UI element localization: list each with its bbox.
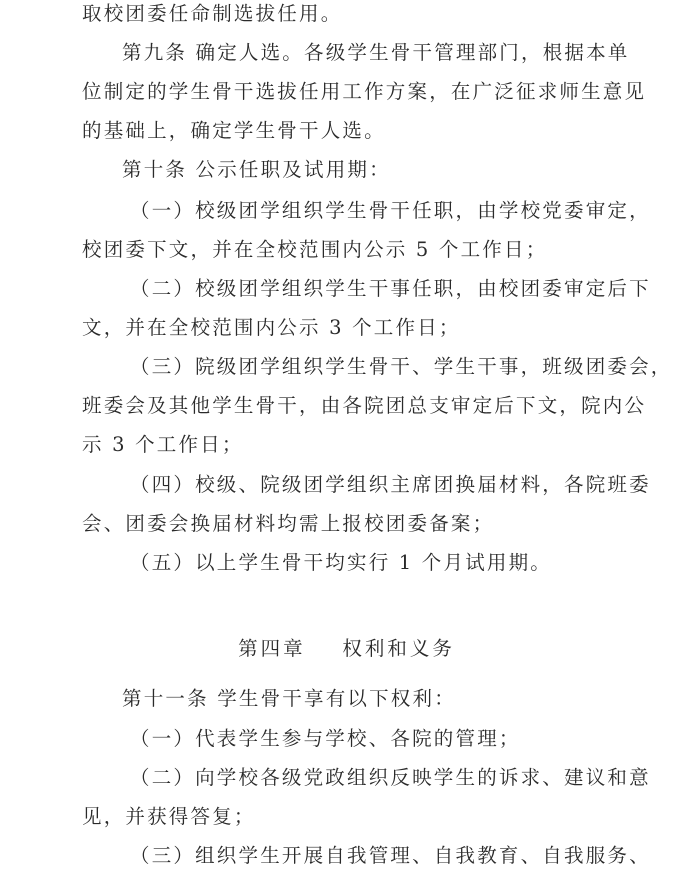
paragraph-line: 取校团委任命制选拔任用。 xyxy=(82,2,343,25)
rights-item-2: （二）向学校各级党政组织反映学生的诉求、建议和意 xyxy=(130,766,651,789)
paragraph-line: 校团委下文，并在全校范围内公示 5 个工作日； xyxy=(82,238,548,261)
list-item-1: （一）校级团学组织学生骨干任职，由学校党委审定， xyxy=(130,199,651,222)
list-item-4: （四）校级、院级团学组织主席团换届材料，各院班委 xyxy=(130,473,651,496)
article-9-heading: 第九条 确定人选。各级学生骨干管理部门，根据本单 xyxy=(122,41,630,64)
rights-item-1: （一）代表学生参与学校、各院的管理； xyxy=(130,727,521,750)
paragraph-line: 会、团委会换届材料均需上报校团委备案； xyxy=(82,512,495,535)
list-item-3: （三）院级团学组织学生骨干、学生干事，班级团委会， xyxy=(130,355,673,378)
paragraph-line: 示 3 个工作日； xyxy=(82,433,244,456)
article-11-heading: 第十一条 学生骨干享有以下权利： xyxy=(122,687,456,710)
list-item-5: （五）以上学生骨干均实行 1 个月试用期。 xyxy=(130,551,553,574)
rights-item-3: （三）组织学生开展自我管理、自我教育、自我服务、 xyxy=(130,844,651,867)
paragraph-line: 见，并获得答复； xyxy=(82,805,256,828)
chapter-heading: 第四章 权利和义务 xyxy=(238,637,455,660)
paragraph-line: 位制定的学生骨干选拔任用工作方案，在广泛征求师生意见 xyxy=(82,80,647,103)
paragraph-line: 文，并在全校范围内公示 3 个工作日； xyxy=(82,316,461,339)
paragraph-line: 班委会及其他学生骨干，由各院团总支审定后下文，院内公 xyxy=(82,394,647,417)
article-10-heading: 第十条 公示任职及试用期： xyxy=(122,158,391,181)
paragraph-line: 的基础上，确定学生骨干人选。 xyxy=(82,119,386,142)
list-item-2: （二）校级团学组织学生干事任职，由校团委审定后下 xyxy=(130,277,651,300)
